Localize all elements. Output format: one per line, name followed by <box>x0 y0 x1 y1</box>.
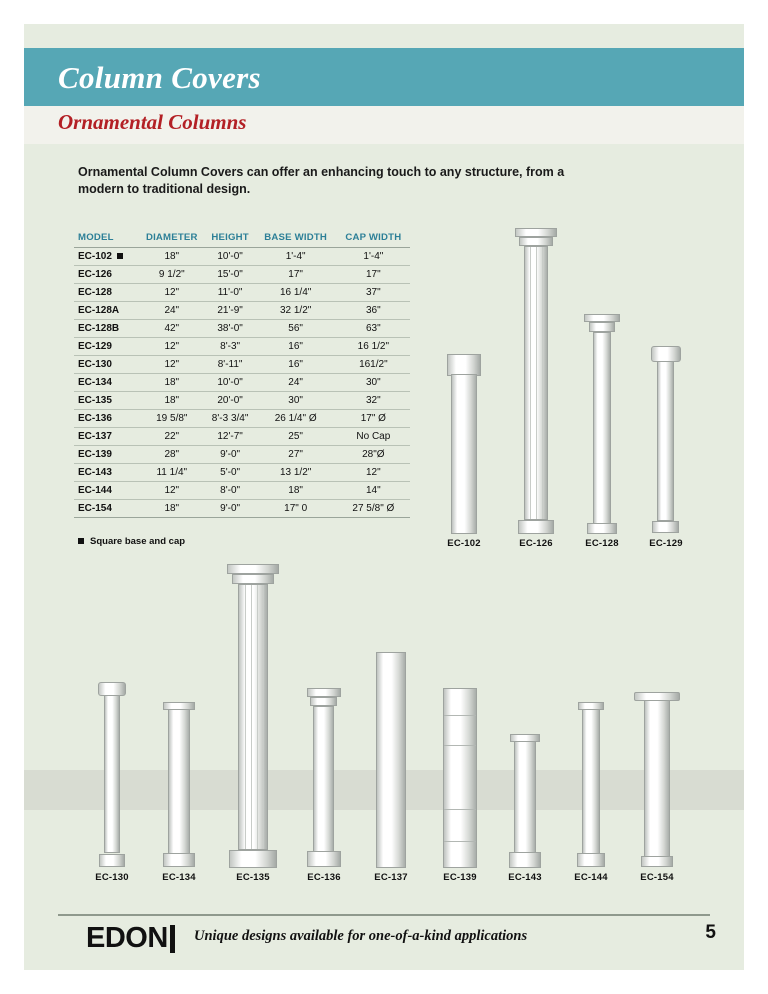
cell-cap: 36" <box>337 302 410 320</box>
column-shaft <box>514 741 536 853</box>
cell-cap: 161/2" <box>337 356 410 374</box>
table-row <box>74 410 410 428</box>
cell-base: 16" <box>255 356 337 374</box>
table-row <box>74 428 410 446</box>
cell-base: 1'-4" <box>255 248 337 266</box>
cell-diameter: 24" <box>138 302 206 320</box>
cell-diameter: 12" <box>138 284 206 302</box>
cell-diameter: 42" <box>138 320 206 338</box>
cell-cap: 63" <box>337 320 410 338</box>
cell-height: 10'-0" <box>206 374 255 392</box>
figure-label: EC-143 <box>508 872 542 883</box>
column-cap <box>307 688 341 697</box>
cell-cap: 37" <box>337 284 410 302</box>
column-base <box>163 853 195 867</box>
figure-label: EC-144 <box>574 872 608 883</box>
cell-cap: 28"Ø <box>337 446 410 464</box>
figure-label: EC-102 <box>447 538 481 549</box>
cell-cap: 1'-4" <box>337 248 410 266</box>
figure-ec-143 <box>492 734 558 883</box>
cell-cap: 27 5/8" Ø <box>337 500 410 518</box>
footer-tagline: Unique designs available for one-of-a-kind applications <box>194 928 528 944</box>
cell-model: EC-128 <box>74 284 138 302</box>
cell-height: 21'-9" <box>206 302 255 320</box>
cell-diameter: 9 1/2" <box>138 266 206 284</box>
column-base <box>641 856 673 867</box>
cell-model: EC-135 <box>74 392 138 410</box>
cell-height: 8'-11" <box>206 356 255 374</box>
square-marker-icon <box>117 253 123 259</box>
figure-label: EC-139 <box>443 872 477 883</box>
cell-diameter: 12" <box>138 338 206 356</box>
figure-ec-135 <box>214 564 292 883</box>
cell-base: 26 1/4" Ø <box>255 410 337 428</box>
cell-height: 20'-0" <box>206 392 255 410</box>
table-row <box>74 500 410 518</box>
column-header-cap-width: CAP WIDTH <box>337 230 410 248</box>
cell-diameter: 22" <box>138 428 206 446</box>
figure-label: EC-129 <box>649 538 683 549</box>
brand-logo: EDON <box>86 922 168 954</box>
page-margin-top <box>0 0 768 24</box>
column-cap-echinus <box>232 574 274 584</box>
column-header-model: MODEL <box>74 230 138 248</box>
column-header-height: HEIGHT <box>206 230 255 248</box>
column-shaft <box>524 246 548 520</box>
cell-height: 11'-0" <box>206 284 255 302</box>
cell-diameter: 11 1/4" <box>138 464 206 482</box>
figure-ec-154 <box>622 692 692 883</box>
cell-model: EC-102 <box>74 248 138 266</box>
table-row <box>74 374 410 392</box>
figure-ec-139 <box>424 688 496 883</box>
figure-label: EC-154 <box>640 872 674 883</box>
brand-accent-bar <box>170 925 175 953</box>
cell-base: 56" <box>255 320 337 338</box>
column-shaft <box>238 584 268 850</box>
cell-base: 30" <box>255 392 337 410</box>
column-cap <box>584 314 620 322</box>
column-cap-neck <box>310 697 337 706</box>
cell-height: 38'-0" <box>206 320 255 338</box>
page-subtitle: Ornamental Columns <box>58 110 247 134</box>
figure-ec-136 <box>289 688 359 883</box>
figure-ec-126 <box>504 228 568 549</box>
figure-label: EC-135 <box>236 872 270 883</box>
cell-model: EC-136 <box>74 410 138 428</box>
cell-base: 16" <box>255 338 337 356</box>
cell-cap: 12" <box>337 464 410 482</box>
cell-diameter: 28" <box>138 446 206 464</box>
cell-model: EC-137 <box>74 428 138 446</box>
figure-ec-137 <box>356 652 426 883</box>
column-cap <box>515 228 557 237</box>
cell-base: 24" <box>255 374 337 392</box>
cell-model: EC-129 <box>74 338 138 356</box>
cell-cap: 30" <box>337 374 410 392</box>
column-header-diameter: DIAMETER <box>138 230 206 248</box>
cell-base: 32 1/2" <box>255 302 337 320</box>
cell-cap: 17" Ø <box>337 410 410 428</box>
column-base <box>577 853 605 867</box>
page-margin-right <box>744 0 768 994</box>
cell-height: 9'-0" <box>206 446 255 464</box>
column-base <box>652 521 679 533</box>
figure-label: EC-134 <box>162 872 196 883</box>
cell-base: 27" <box>255 446 337 464</box>
cell-diameter: 18" <box>138 500 206 518</box>
column-cap <box>227 564 279 574</box>
cell-cap: 32" <box>337 392 410 410</box>
cell-base: 16 1/4" <box>255 284 337 302</box>
cell-diameter: 12" <box>138 356 206 374</box>
figure-ec-128 <box>572 314 632 549</box>
cell-height: 12'-7" <box>206 428 255 446</box>
page-title: Column Covers <box>58 60 261 95</box>
table-row <box>74 356 410 374</box>
column-shaft <box>104 695 120 853</box>
cell-model: EC-130 <box>74 356 138 374</box>
cell-model: EC-143 <box>74 464 138 482</box>
intro-paragraph: Ornamental Column Covers can offer an enhancing touch to any structure, from a modern to traditional design. <box>78 165 565 196</box>
cell-height: 5'-0" <box>206 464 255 482</box>
cell-model: EC-144 <box>74 482 138 500</box>
page-number: 5 <box>705 922 716 943</box>
column-shaft <box>644 700 670 858</box>
table-row <box>74 464 410 482</box>
table-footnote <box>78 536 185 547</box>
column-cap-ionic <box>651 346 681 362</box>
page-canvas <box>24 24 744 970</box>
column-shaft <box>168 709 190 854</box>
figure-label: EC-126 <box>519 538 553 549</box>
footer-divider <box>58 914 710 916</box>
table-row <box>74 446 410 464</box>
column-shaft <box>451 374 477 534</box>
column-shaft <box>443 688 477 868</box>
figure-ec-134 <box>146 702 212 883</box>
cell-cap: No Cap <box>337 428 410 446</box>
figure-ec-130 <box>79 682 145 883</box>
column-cap <box>447 354 481 376</box>
cell-height: 15'-0" <box>206 266 255 284</box>
spec-table <box>74 230 410 518</box>
table-row <box>74 320 410 338</box>
column-base <box>99 854 125 867</box>
table-body <box>74 248 410 518</box>
table-row <box>74 248 410 266</box>
table-row <box>74 302 410 320</box>
column-shaft <box>313 706 334 852</box>
column-base <box>518 520 554 534</box>
column-cap-ionic <box>98 682 126 696</box>
cell-diameter: 18" <box>138 248 206 266</box>
figure-label: EC-137 <box>374 872 408 883</box>
page-margin-left <box>0 0 24 994</box>
figure-ec-144 <box>558 702 624 883</box>
column-base <box>587 523 617 534</box>
cell-base: 17" 0 <box>255 500 337 518</box>
figure-label: EC-128 <box>585 538 619 549</box>
cell-height: 8'-3" <box>206 338 255 356</box>
figure-label: EC-130 <box>95 872 129 883</box>
cell-height: 8'-0" <box>206 482 255 500</box>
cell-height: 8'-3 3/4" <box>206 410 255 428</box>
cell-model: EC-128B <box>74 320 138 338</box>
table-header-row <box>74 230 410 248</box>
cell-base: 18" <box>255 482 337 500</box>
table-row <box>74 284 410 302</box>
cell-model: EC-139 <box>74 446 138 464</box>
column-shaft <box>593 332 611 524</box>
column-shaft <box>582 709 600 855</box>
cell-cap: 17" <box>337 266 410 284</box>
cell-base: 13 1/2" <box>255 464 337 482</box>
cell-cap: 14" <box>337 482 410 500</box>
cell-model: EC-126 <box>74 266 138 284</box>
column-shaft <box>657 361 674 521</box>
table-row <box>74 392 410 410</box>
column-header-base-width: BASE WIDTH <box>255 230 337 248</box>
cell-height: 10'-0" <box>206 248 255 266</box>
cell-cap: 16 1/2" <box>337 338 410 356</box>
square-marker-icon <box>78 538 84 544</box>
column-shaft <box>376 652 406 868</box>
column-base <box>307 851 341 867</box>
cell-diameter: 18" <box>138 374 206 392</box>
figure-label: EC-136 <box>307 872 341 883</box>
cell-base: 17" <box>255 266 337 284</box>
figure-ec-102 <box>434 354 494 549</box>
cell-diameter: 18" <box>138 392 206 410</box>
table-row <box>74 338 410 356</box>
table-footnote-label: Square base and cap <box>90 536 186 547</box>
cell-model: EC-154 <box>74 500 138 518</box>
table-row <box>74 266 410 284</box>
cell-height: 9'-0" <box>206 500 255 518</box>
table-row <box>74 482 410 500</box>
column-base <box>229 850 277 868</box>
cell-model: EC-128A <box>74 302 138 320</box>
figure-ec-129 <box>636 346 696 549</box>
cell-model: EC-134 <box>74 374 138 392</box>
column-cap-neck <box>589 322 615 332</box>
cell-diameter: 19 5/8" <box>138 410 206 428</box>
page-margin-bottom <box>0 970 768 994</box>
cell-base: 25" <box>255 428 337 446</box>
column-base <box>509 852 541 868</box>
cell-diameter: 12" <box>138 482 206 500</box>
column-cap-echinus <box>519 237 553 246</box>
